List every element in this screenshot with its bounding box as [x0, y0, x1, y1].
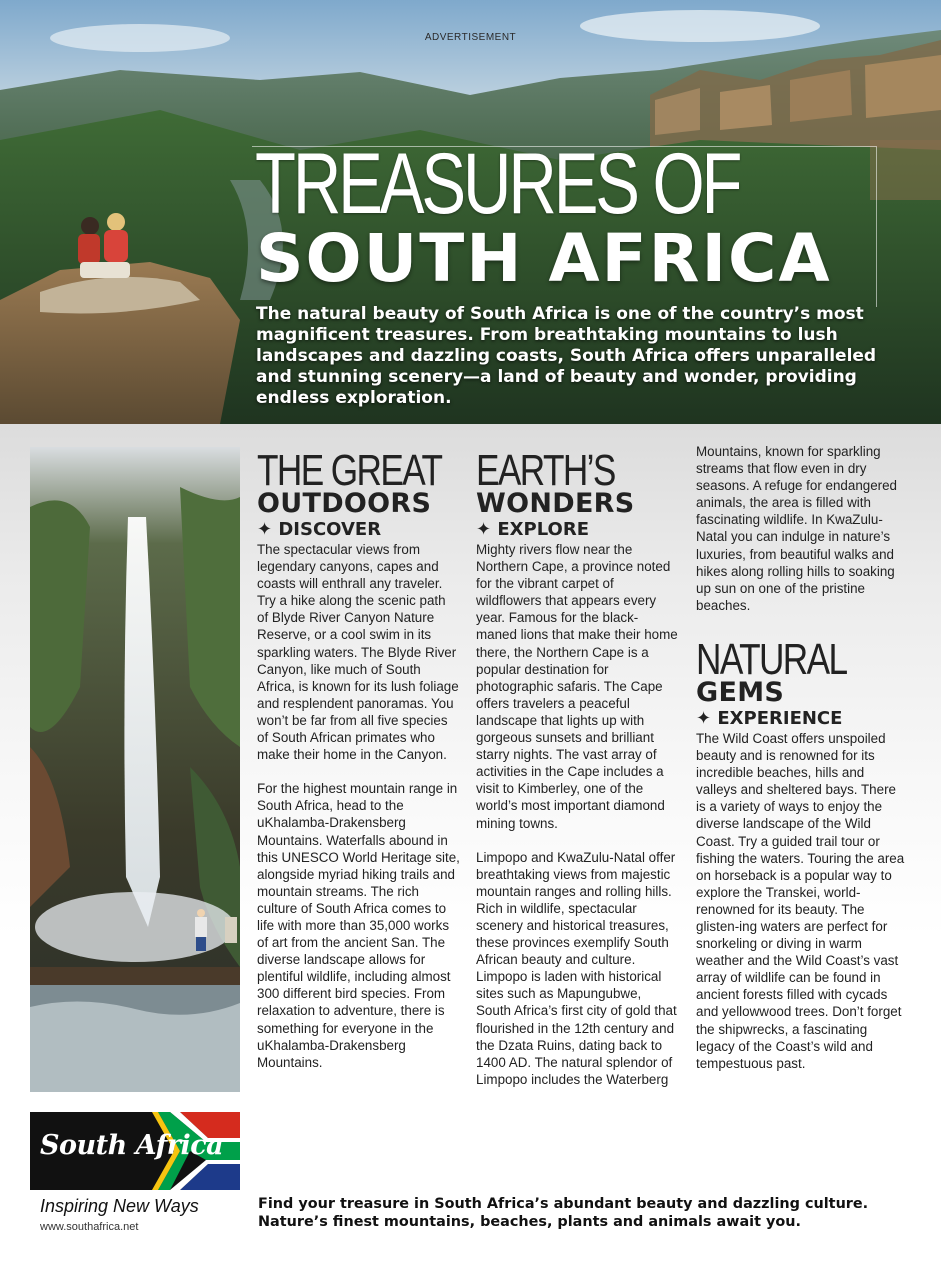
section-subhead: ✦ EXPERIENCE: [696, 707, 843, 729]
waterfall-photo: [30, 447, 240, 1092]
advertisement-label: ADVERTISEMENT: [424, 32, 517, 43]
natural-gems-section: [696, 634, 906, 1072]
section-title-bold: OUTDOORS: [257, 488, 432, 519]
footer-line-1: Find your treasure in South Africa’s abundant beauty and dazzling culture.: [258, 1196, 869, 1212]
body-paragraph: Mountains, known for sparkling streams that flow even in dry seasons. A refuge for endangered animals, the area is filled with fascinating wildlife. In KwaZulu-Natal you can indulge in nature’s luxuries, from beautiful walks and hikes along rolling hills to soaking up sun on one of the pristine beaches.: [696, 444, 898, 613]
title-line-2: SOUTH AFRICA: [256, 220, 832, 297]
south-africa-logo: [30, 1112, 240, 1190]
column-natural-gems: [696, 443, 906, 1072]
section-title-bold: WONDERS: [476, 488, 635, 519]
hero-banner: [0, 0, 941, 424]
brand-url[interactable]: www.southafrica.net: [40, 1221, 139, 1233]
body-paragraph: Mighty rivers flow near the Northern Cape, a province noted for the vibrant carpet of wildflowers that appears every year. Famous for the black-maned lions that make their home there, the Northern Cape is a popular destination for photographic safaris. The Cape offers travelers a peaceful landscape that lights up with gorgeous sunsets and brilliant starry nights. The vast array of activities in the Cape includes a visit to Kimberley, one of the world’s most important diamond mining towns.: [476, 542, 678, 831]
footer-line-2: Nature’s finest mountains, beaches, plants and animals await you.: [258, 1214, 801, 1230]
footer-callout: [258, 1195, 918, 1231]
title-line-1: TREASURES OF: [255, 136, 740, 232]
logo-wordmark: South Africa: [40, 1130, 224, 1161]
body-paragraph: The spectacular views from legendary canyons, capes and coasts will enthrall any traveler. Try a hike along the scenic path of Blyde River Canyon Nature Reserve, or a cool swim in its sparkling waters. The Blyde River Canyon, like much of South Africa, is known for its lush foliage and resplendent panoramas. You won’t be far from all five species of South African primates who make their home in the Canyon.: [257, 542, 459, 763]
brand-tagline: Inspiring New Ways: [40, 1196, 199, 1216]
section-title-bold: GEMS: [696, 676, 785, 708]
body-paragraph: The Wild Coast offers unspoiled beauty and is renowned for its incredible beaches, hills and valleys and sheltered bays. There is a variety of ways to enjoy the diverse landscape of the Wild Coast. Try a guided trail tour or fishing the waters. Touring the area on horseback is a popular way to explore the Transkei, world-renowned for its beauty. The glisten-ing waters are perfect for snorkeling or diving in warm weather and the Wild Coast’s vast array of wildlife can be found in ancient forests filled with cycads and yellowwood trees. Don’t forget the shipwrecks, a fascinating legacy of the Coast’s wild and tempestuous past.: [696, 730, 905, 1071]
section-subhead: ✦ EXPLORE: [476, 519, 590, 540]
column-great-outdoors: [257, 446, 460, 1071]
section-subhead: ✦ DISCOVER: [257, 519, 382, 540]
section-title-light: NATURAL: [696, 634, 847, 684]
body-paragraph: Limpopo and KwaZulu-Natal offer breathtaking views from majestic mountain ranges and rolling hills. Rich in wildlife, spectacular scenery and historical treasures, these provinces exemplify South African beauty and culture. Limpopo is laden with historical sites such as Mapungubwe, South Africa’s first city of gold that flourished in the 12th century and the Dzata Ruins, dating back to 1400 AD. The natural splendor of Limpopo includes the Waterberg: [476, 849, 677, 1087]
intro-paragraph: The natural beauty of South Africa is one of the country’s most magnificent treasures. From breathtaking mountains to lush landscapes and dazzling coasts, South Africa offers unparalleled and stunning scenery—a land of beauty and wonder, providing endless exploration.: [256, 304, 877, 408]
section-title-light: THE GREAT: [257, 446, 442, 495]
column-earths-wonders: [476, 446, 679, 1088]
body-paragraph: For the highest mountain range in South Africa, head to the uKhalamba-Drakensberg Mountains. Waterfalls abound in this UNESCO World Heritage site, alongside myriad hiking trails and mountain streams. The rich culture of South Africa comes to life with more than 35,000 works of art from the ancient San. The diverse landscape allows for plentiful wildlife, including almost 300 different bird species. From relaxation to adventure, there is something for everyone in the uKhalamba-Drakensberg Mountains.: [257, 781, 460, 1070]
section-title-light: EARTH’S: [476, 446, 615, 495]
